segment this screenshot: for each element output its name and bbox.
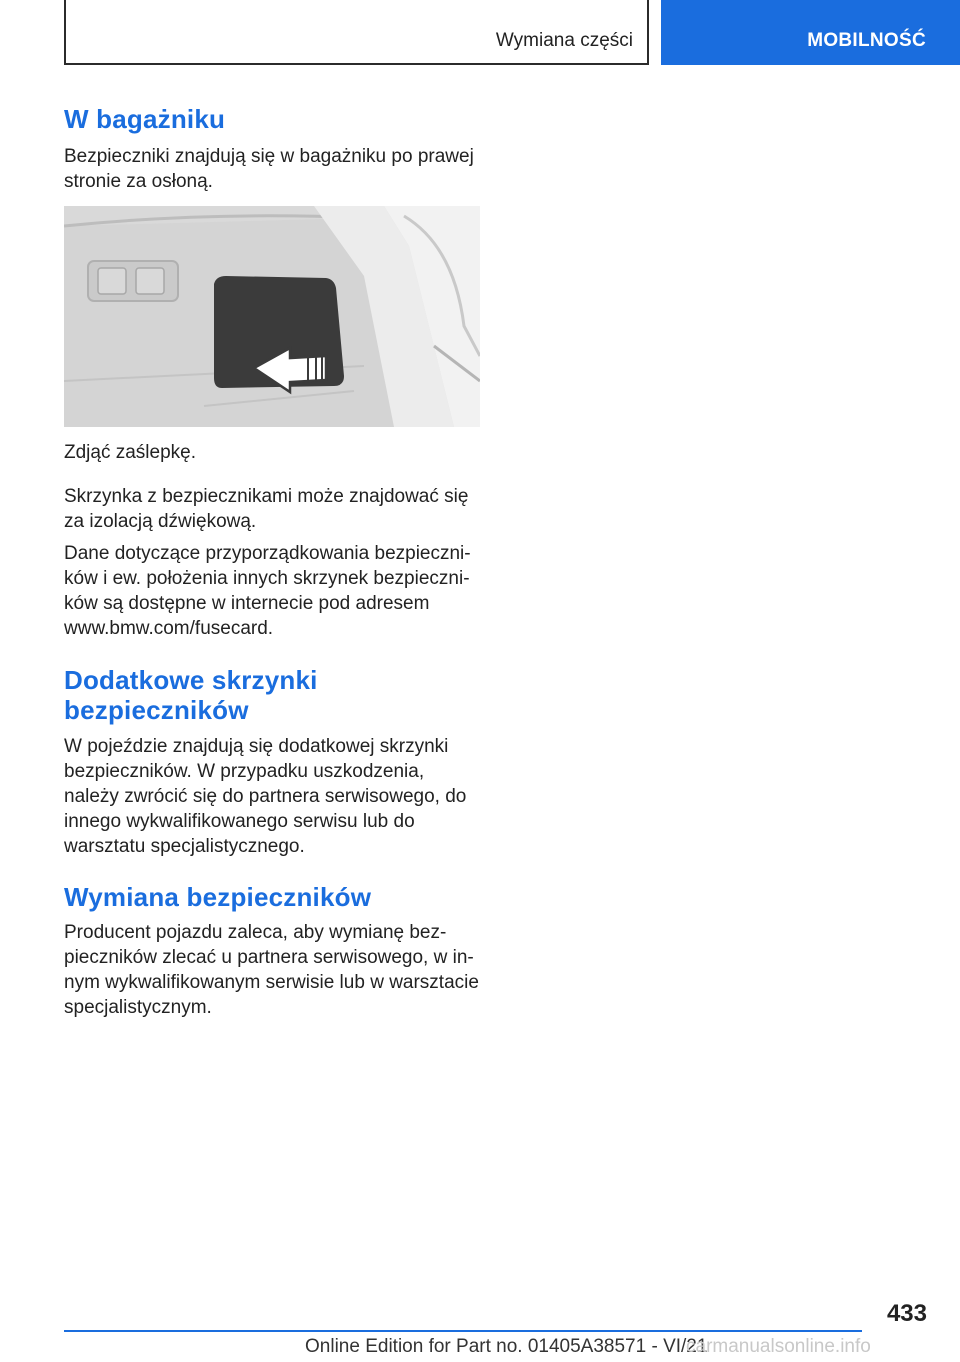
paragraph-fuse-box-insulation: Skrzynka z bezpiecznikami może znajdować się za izolacją dźwiękową. bbox=[64, 486, 469, 532]
paragraph-fuse-assignment-info: Dane dotyczące przyporządkowania bezpieczników i ew. położenia innych skrzynek bezpieczników są dostępne w internecie pod adresem www.bmw.com/fusecard. bbox=[64, 543, 471, 639]
trunk-fuse-cover-illustration bbox=[64, 206, 480, 427]
paragraph-additional-fuse-boxes: W pojeździe znajdują się dodatkowej skrzynki bezpieczników. W przypadku uszkodzenia, należy zwrócić się do partnera serwisowego, do innego wykwalifikowanego serwisu lub do warsztatu specjalistycznego. bbox=[64, 736, 467, 857]
footer-edition-text: Online Edition for Part no. 01405A38571 - VI/21 bbox=[305, 1336, 708, 1357]
header-section-title: Wymiana części bbox=[495, 30, 633, 51]
header-chapter-title: MOBILNOŚĆ bbox=[807, 30, 926, 51]
paragraph-fuse-location: Bezpieczniki znajdują się w bagażniku po prawej stronie za osłoną. bbox=[64, 146, 474, 192]
header-section-box bbox=[64, 0, 649, 65]
heading-fuse-replacement: Wymiana bezpieczników bbox=[64, 882, 372, 912]
footer-watermark: carmanualsonline.info bbox=[686, 1336, 871, 1357]
paragraph-fuse-replacement: Producent pojazdu zaleca, aby wymianę bezpieczników zlecać u partnera serwisowego, w innym wykwalifikowanym serwisie lub w warsztacie specjalistycznym. bbox=[64, 922, 479, 1018]
page-number: 433 bbox=[886, 1300, 927, 1327]
heading-w-bagazniku: W bagażniku bbox=[64, 104, 226, 134]
footer-divider bbox=[64, 1330, 862, 1332]
header-chapter-box bbox=[661, 0, 960, 65]
paragraph-remove-cap: Zdjąć zaślepkę. bbox=[64, 442, 197, 463]
heading-additional-fuse-boxes: Dodatkowe skrzynki bezpieczników bbox=[64, 665, 318, 725]
